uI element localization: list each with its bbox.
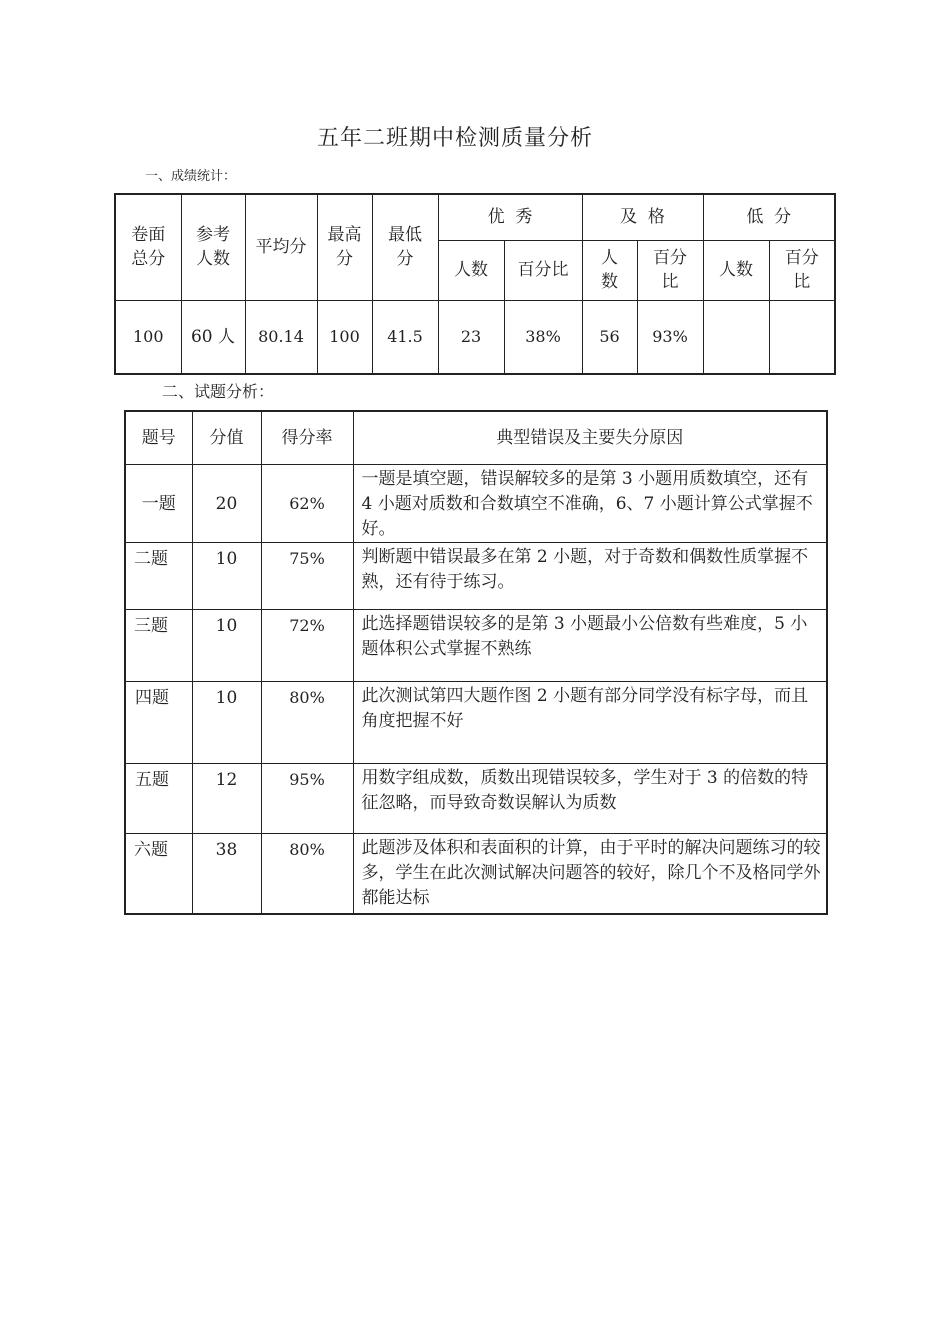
cell-low-count bbox=[703, 300, 769, 374]
cell-excellent-count: 23 bbox=[438, 300, 504, 374]
question-no: 二题 bbox=[125, 543, 192, 610]
reason-text: 此题涉及体积和表面积的计算，由于平时的解决问题练习的较多，学生在此次测试解决问题答的较好，除几个不及格同学外都能达标 bbox=[353, 834, 827, 914]
reason-text: 此次测试第四大题作图 2 小题有部分同学没有标字母，而且角度把握不好 bbox=[353, 682, 827, 764]
cell-excellent-percent: 38% bbox=[504, 300, 582, 374]
header-participants: 参考人数 bbox=[181, 194, 245, 300]
header-highest: 最高分 bbox=[317, 194, 372, 300]
table-row bbox=[125, 682, 827, 764]
score-value: 12 bbox=[192, 764, 261, 834]
page-title: 五年二班期中检测质量分析 bbox=[316, 126, 593, 151]
section-heading-score-stats: 一、成绩统计： bbox=[145, 169, 237, 184]
header-low-percent: 百分比 bbox=[769, 240, 835, 300]
header-total-score: 卷面总分 bbox=[115, 194, 181, 300]
table-row bbox=[125, 834, 827, 914]
score-value: 20 bbox=[192, 465, 261, 543]
header-excellent-count: 人数 bbox=[438, 240, 504, 300]
header-lowest: 最低分 bbox=[372, 194, 438, 300]
question-no: 四题 bbox=[125, 682, 192, 764]
header-pass: 及 格 bbox=[582, 194, 703, 240]
score-rate: 95% bbox=[261, 764, 353, 834]
header-question-no: 题号 bbox=[125, 411, 192, 465]
score-rate: 80% bbox=[261, 682, 353, 764]
header-reason: 典型错误及主要失分原因 bbox=[353, 411, 827, 465]
question-analysis-table bbox=[124, 410, 828, 915]
question-no: 五题 bbox=[125, 764, 192, 834]
table-row bbox=[125, 543, 827, 610]
table-row bbox=[125, 610, 827, 682]
score-statistics-table bbox=[114, 193, 836, 375]
score-value: 10 bbox=[192, 543, 261, 610]
table-row bbox=[125, 465, 827, 543]
score-rate: 62% bbox=[261, 465, 353, 543]
question-no: 一题 bbox=[125, 465, 192, 543]
reason-text: 用数字组成数，质数出现错误较多，学生对于 3 的倍数的特征忽略，而导致奇数误解认为质数 bbox=[353, 764, 827, 834]
header-pass-count: 人数 bbox=[582, 240, 637, 300]
score-rate: 72% bbox=[261, 610, 353, 682]
cell-average: 80.14 bbox=[245, 300, 317, 374]
score-value: 38 bbox=[192, 834, 261, 914]
cell-highest: 100 bbox=[317, 300, 372, 374]
score-rate: 75% bbox=[261, 543, 353, 610]
question-no: 六题 bbox=[125, 834, 192, 914]
cell-pass-count: 56 bbox=[582, 300, 637, 374]
cell-total-score: 100 bbox=[115, 300, 181, 374]
header-excellent: 优 秀 bbox=[438, 194, 582, 240]
reason-text: 一题是填空题，错误解较多的是第 3 小题用质数填空，还有 4 小题对质数和合数填空不准确，6、7 小题计算公式掌握不好。 bbox=[353, 465, 827, 543]
score-value: 10 bbox=[192, 682, 261, 764]
question-no: 三题 bbox=[125, 610, 192, 682]
cell-pass-percent: 93% bbox=[637, 300, 703, 374]
header-score-value: 分值 bbox=[192, 411, 261, 465]
header-average: 平均分 bbox=[245, 194, 317, 300]
table-row bbox=[125, 764, 827, 834]
reason-text: 判断题中错误最多在第 2 小题，对于奇数和偶数性质掌握不熟，还有待于练习。 bbox=[353, 543, 827, 610]
section-heading-question-analysis: 二、试题分析： bbox=[162, 382, 275, 401]
header-low-count: 人数 bbox=[703, 240, 769, 300]
score-rate: 80% bbox=[261, 834, 353, 914]
header-excellent-percent: 百分比 bbox=[504, 240, 582, 300]
cell-low-percent bbox=[769, 300, 835, 374]
score-value: 10 bbox=[192, 610, 261, 682]
cell-lowest: 41.5 bbox=[372, 300, 438, 374]
header-low-score: 低 分 bbox=[703, 194, 835, 240]
reason-text: 此选择题错误较多的是第 3 小题最小公倍数有些难度，5 小题体积公式掌握不熟练 bbox=[353, 610, 827, 682]
header-score-rate: 得分率 bbox=[261, 411, 353, 465]
header-pass-percent: 百分比 bbox=[637, 240, 703, 300]
cell-participants: 60 人 bbox=[181, 300, 245, 374]
